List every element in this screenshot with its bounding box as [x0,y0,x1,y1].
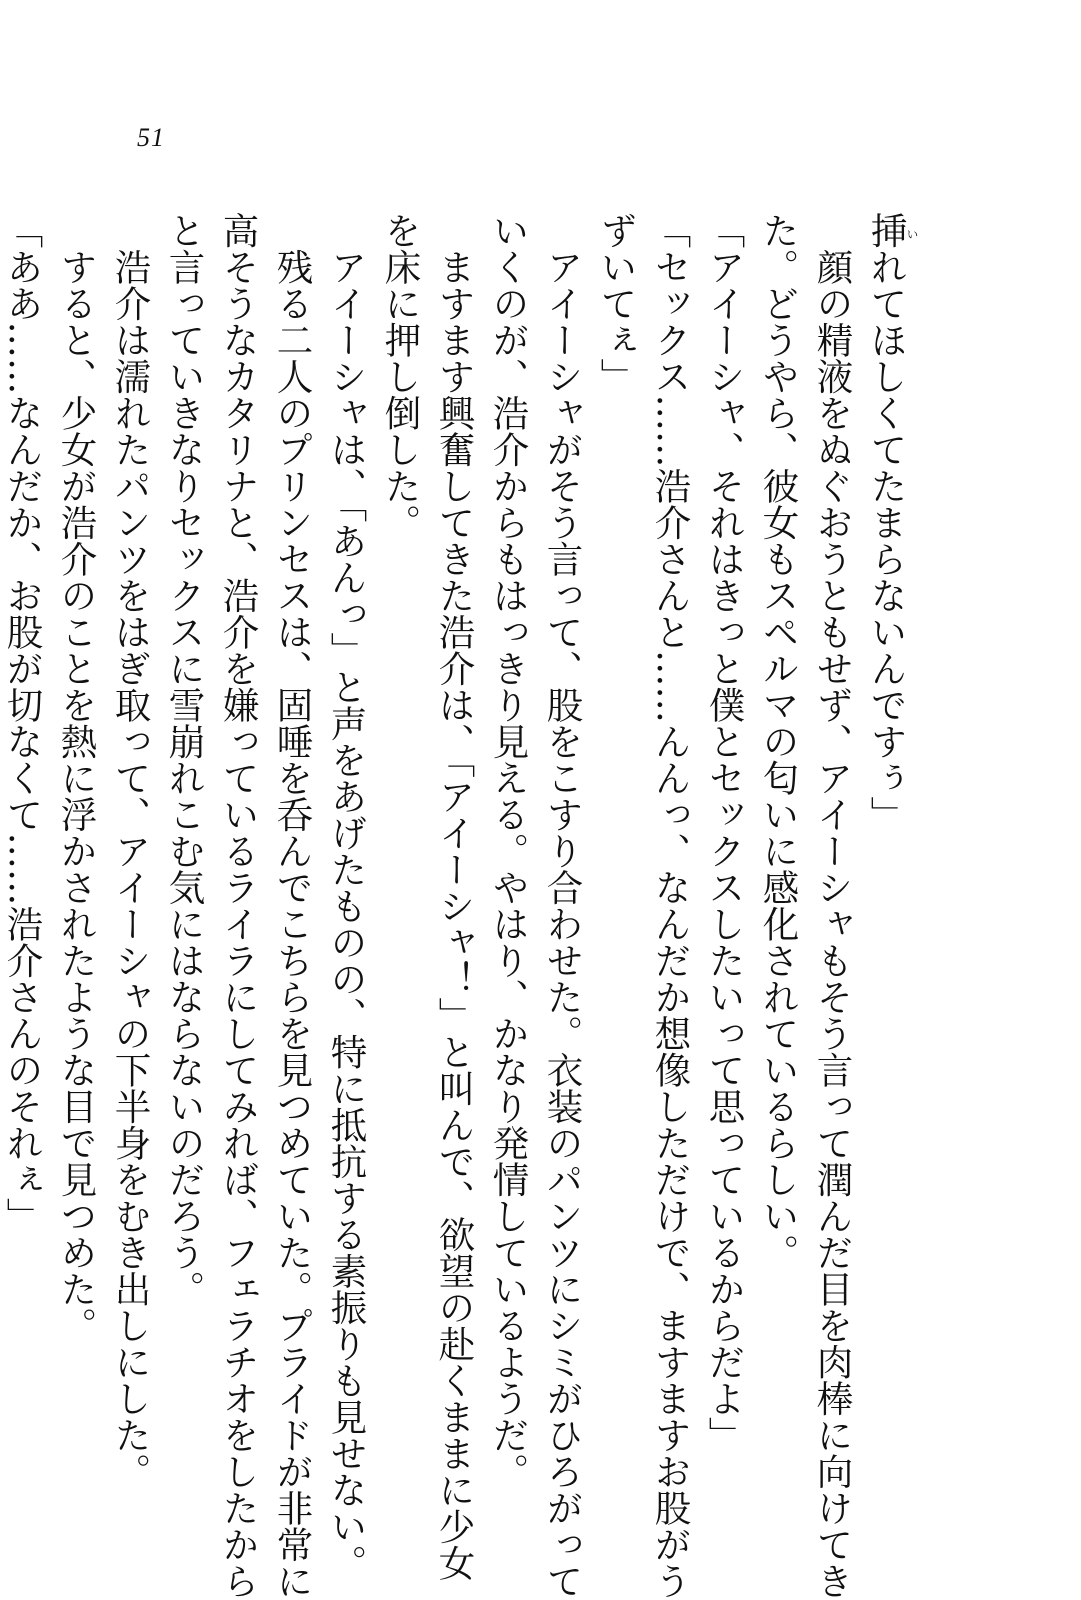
ruby-annotation: い [905,228,919,240]
text-line: 浩介は濡れたパンツをはぎ取って、アイーシャの下半身をむき出しにした。 [109,212,152,1490]
text-line: 「ああ……なんだか、お股が切なくて……浩介さんのそれぇ」 [1,212,44,1234]
text-line: いくのが、浩介からもはっきり見える。やはり、かなり発情しているようだ。 [487,212,530,1490]
text-line: ずいてぇ」 [595,212,638,395]
text-line: を床に押し倒した。 [379,212,422,541]
text-line: 挿れてほしくてたまらないんですぅ」 [865,212,908,833]
text-line: ますます興奮してきた浩介は、「アイーシャ！」と叫んで、欲望の赴くままに少女 [433,212,476,1581]
text-line: アイーシャがそう言って、股をこすり合わせた。衣装のパンツにシミがひろがって [541,212,584,1599]
text-line: アイーシャは、「あんっ」と声をあげたものの、特に抵抗する素振りも見せない。 [325,212,368,1581]
text-line: 「セックス……浩介さんと……んんっ、なんだか想像しただけで、ますますお股がう [649,212,692,1599]
text-line: 残る二人のプリンセスは、固唾を呑んでこちらを見つめていた。プライドが非常に [271,212,314,1599]
text-line: 顔の精液をぬぐおうともせず、アイーシャもそう言って潤んだ目を肉棒に向けてき [811,212,854,1599]
text-line: た。どうやら、彼女もスペルマの匂いに感化されているらしい。 [757,212,800,1271]
text-line: と言っていきなりセックスに雪崩れこむ気にはならないのだろう。 [163,212,206,1307]
vertical-text-body [0,212,913,1599]
text-line: 高そうなカタリナと、浩介を嫌っているライラにしてみれば、フェラチオをしたから [217,212,260,1599]
page-number: 51 [137,123,165,152]
text-line: 「アイーシャ、それはきっと僕とセックスしたいって思っているからだよ」 [703,212,746,1453]
text-line: すると、少女が浩介のことを熱に浮かされたような目で見つめた。 [55,212,98,1344]
